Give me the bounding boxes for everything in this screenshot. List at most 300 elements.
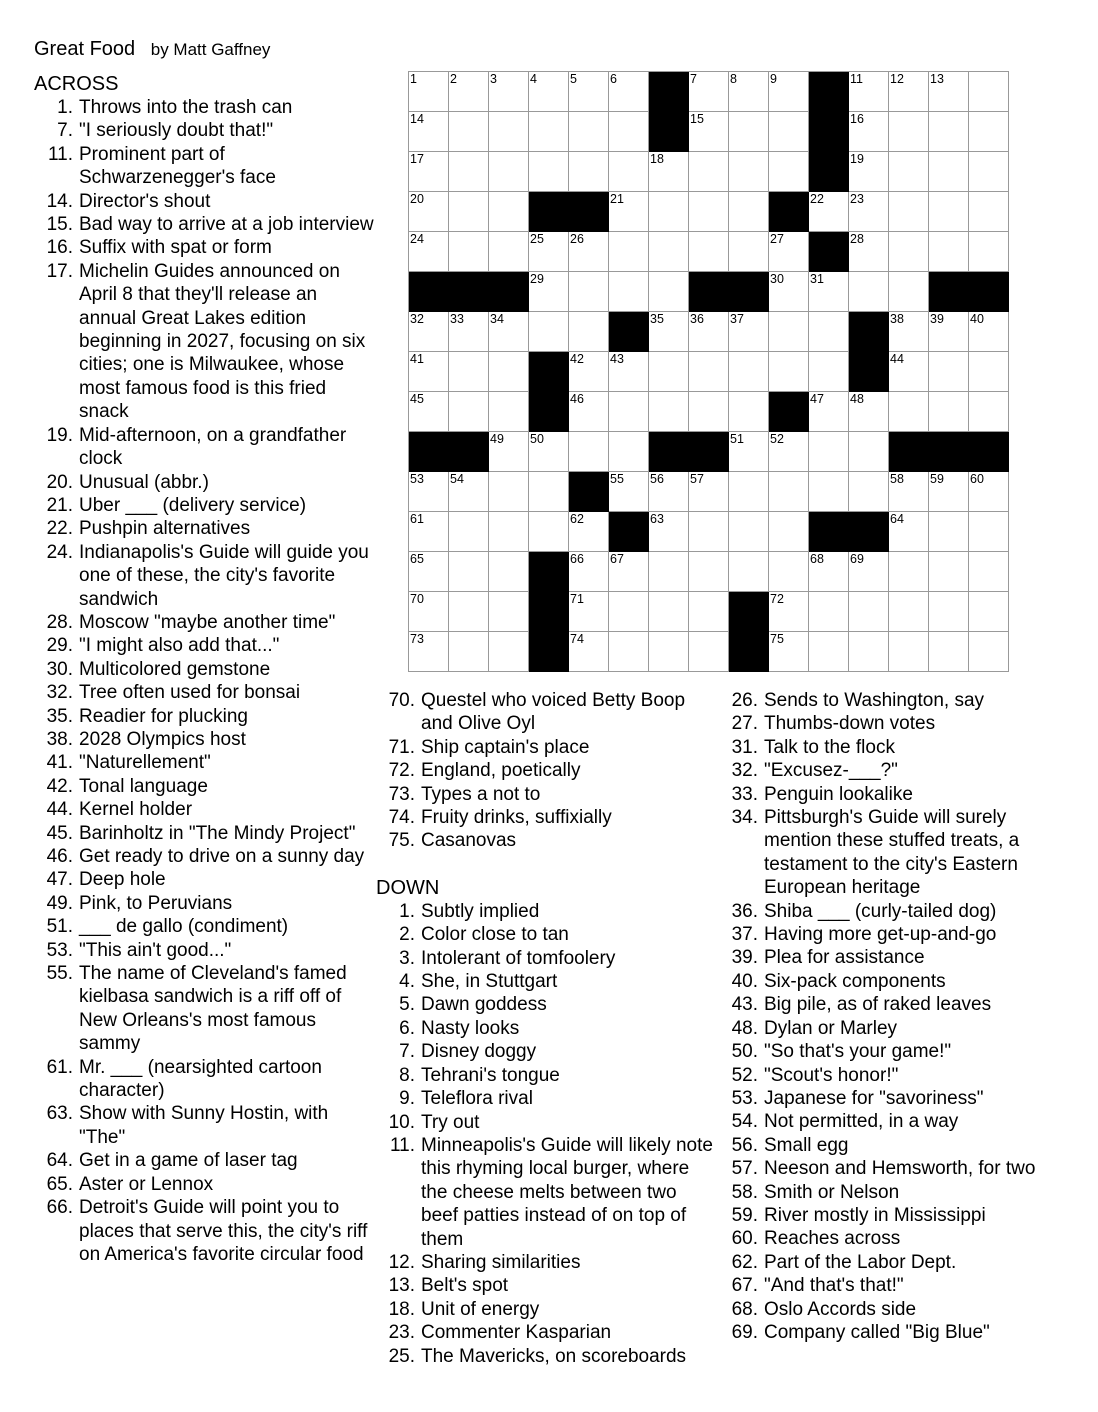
grid-cell[interactable] (849, 272, 889, 312)
grid-cell[interactable] (529, 472, 569, 512)
clue-text: Readier for plucking (79, 705, 248, 727)
clue-text: Pushpin alternatives (79, 518, 251, 540)
down-clue[interactable] (730, 923, 1060, 946)
grid-cell[interactable] (769, 352, 809, 392)
grid-cell[interactable] (849, 392, 889, 432)
grid-cell[interactable] (809, 272, 849, 312)
grid-cell[interactable] (889, 352, 929, 392)
grid-cell[interactable] (729, 72, 769, 112)
across-clue[interactable] (34, 190, 374, 213)
grid-cell[interactable] (649, 312, 689, 352)
across-clue[interactable] (34, 962, 374, 1056)
grid-cell[interactable] (969, 552, 1009, 592)
down-clue[interactable] (376, 923, 716, 946)
grid-cell[interactable] (889, 512, 929, 552)
grid-cell[interactable] (929, 392, 969, 432)
clue-text: Mid-afternoon, on a grandfather clock (79, 424, 347, 470)
across-clue[interactable] (34, 939, 374, 962)
down-clue[interactable] (730, 1017, 1060, 1040)
grid-cell[interactable] (889, 232, 929, 272)
grid-cell[interactable] (969, 392, 1009, 432)
grid-cell[interactable] (809, 312, 849, 352)
clue-number: 61. (46, 1056, 73, 1078)
across-clue[interactable] (34, 822, 374, 845)
grid-cell[interactable] (609, 592, 649, 632)
grid-cell[interactable] (689, 312, 729, 352)
grid-cell[interactable] (609, 112, 649, 152)
grid-cell[interactable] (889, 312, 929, 352)
grid-cell[interactable] (569, 392, 609, 432)
grid-cell[interactable] (609, 432, 649, 472)
grid-cell[interactable] (689, 192, 729, 232)
clue-number: 25. (388, 1345, 415, 1367)
down-clue[interactable] (730, 712, 1060, 735)
grid-cell[interactable] (729, 112, 769, 152)
grid-cell[interactable] (409, 512, 449, 552)
down-clue[interactable] (730, 759, 1060, 782)
grid-cell[interactable] (929, 312, 969, 352)
clue-number: 31. (731, 736, 758, 758)
across-clue[interactable] (34, 915, 374, 938)
grid-cell[interactable] (489, 232, 529, 272)
grid-cell[interactable] (889, 592, 929, 632)
cell-number: 36 (690, 312, 704, 326)
grid-cell[interactable] (729, 472, 769, 512)
across-clue[interactable] (376, 806, 716, 829)
grid-cell[interactable] (849, 552, 889, 592)
down-clue[interactable] (376, 947, 716, 970)
grid-cell[interactable] (929, 632, 969, 672)
grid-cell[interactable] (609, 232, 649, 272)
down-clue[interactable] (730, 1157, 1060, 1180)
grid-cell[interactable] (689, 392, 729, 432)
grid-cell[interactable] (409, 352, 449, 392)
grid-cell[interactable] (729, 552, 769, 592)
grid-cell[interactable] (929, 112, 969, 152)
down-clue[interactable] (730, 736, 1060, 759)
down-clue[interactable] (730, 806, 1060, 900)
grid-cell[interactable] (689, 552, 729, 592)
grid-cell[interactable] (929, 512, 969, 552)
down-clue[interactable] (376, 993, 716, 1016)
down-clue[interactable] (376, 1298, 716, 1321)
grid-cell[interactable] (729, 192, 769, 232)
grid-cell[interactable] (449, 552, 489, 592)
grid-cell[interactable] (889, 552, 929, 592)
grid-cell[interactable] (609, 152, 649, 192)
grid-cell[interactable] (809, 432, 849, 472)
down-clue[interactable] (730, 1227, 1060, 1250)
across-clue[interactable] (34, 798, 374, 821)
grid-cell[interactable] (769, 112, 809, 152)
grid-cell[interactable] (969, 192, 1009, 232)
clue-number: 59. (731, 1204, 758, 1226)
grid-cell[interactable] (689, 352, 729, 392)
across-clue[interactable] (34, 119, 374, 142)
down-clue[interactable] (376, 1040, 716, 1063)
grid-cell[interactable] (769, 232, 809, 272)
grid-cell[interactable] (609, 392, 649, 432)
down-clue[interactable] (376, 1111, 716, 1134)
down-clue[interactable] (730, 1134, 1060, 1157)
across-clue[interactable] (376, 689, 716, 736)
across-clue[interactable] (34, 611, 374, 634)
clue-text: Unusual (abbr.) (79, 471, 209, 493)
across-clue[interactable] (34, 681, 374, 704)
grid-cell[interactable] (969, 72, 1009, 112)
clue-text: Sends to Washington, say (764, 690, 985, 711)
grid-cell[interactable] (729, 232, 769, 272)
down-clue[interactable] (730, 1251, 1060, 1274)
grid-cell[interactable] (649, 392, 689, 432)
grid-cell[interactable] (609, 192, 649, 232)
grid-cell[interactable] (929, 232, 969, 272)
grid-cell[interactable] (529, 272, 569, 312)
down-clue[interactable] (730, 970, 1060, 993)
across-clue[interactable] (34, 1196, 374, 1266)
grid-cell[interactable] (929, 472, 969, 512)
grid-cell[interactable] (569, 272, 609, 312)
across-clue[interactable] (34, 775, 374, 798)
across-clue[interactable] (34, 1102, 374, 1149)
clue-number: 7. (57, 120, 73, 142)
clue-number: 69. (731, 1321, 758, 1343)
grid-cell[interactable] (849, 592, 889, 632)
down-clue[interactable] (376, 1345, 716, 1368)
grid-cell[interactable] (449, 312, 489, 352)
across-clue[interactable] (34, 424, 374, 471)
across-clue[interactable] (34, 143, 374, 190)
grid-cell[interactable] (449, 472, 489, 512)
grid-cell[interactable] (889, 632, 929, 672)
across-clue[interactable] (376, 759, 716, 782)
grid-cell[interactable] (769, 592, 809, 632)
grid-cell[interactable] (689, 512, 729, 552)
grid-cell[interactable] (649, 632, 689, 672)
clue-text: "I seriously doubt that!" (79, 120, 274, 142)
cell-number: 46 (570, 392, 584, 406)
grid-cell[interactable] (449, 152, 489, 192)
grid-cell[interactable] (569, 152, 609, 192)
grid-cell[interactable] (849, 232, 889, 272)
grid-cell[interactable] (969, 472, 1009, 512)
down-clue[interactable] (376, 900, 716, 923)
grid-cell[interactable] (569, 352, 609, 392)
clue-column-2 (376, 689, 716, 1368)
grid-cell[interactable] (489, 392, 529, 432)
grid-cell[interactable] (689, 472, 729, 512)
grid-cell[interactable] (489, 112, 529, 152)
grid-cell[interactable] (569, 432, 609, 472)
grid-cell[interactable] (889, 112, 929, 152)
across-clue[interactable] (34, 751, 374, 774)
grid-cell[interactable] (609, 632, 649, 672)
grid-cell[interactable] (569, 112, 609, 152)
grid-cell[interactable] (729, 392, 769, 432)
across-clue[interactable] (34, 1173, 374, 1196)
grid-cell[interactable] (649, 232, 689, 272)
grid-cell[interactable] (609, 352, 649, 392)
across-clue[interactable] (376, 783, 716, 806)
grid-cell[interactable] (409, 72, 449, 112)
clue-number: 56. (731, 1134, 758, 1156)
grid-cell[interactable] (409, 192, 449, 232)
grid-cell[interactable] (489, 472, 529, 512)
across-clue[interactable] (34, 1056, 374, 1103)
grid-cell[interactable] (609, 552, 649, 592)
grid-cell[interactable] (729, 152, 769, 192)
grid-cell[interactable] (449, 72, 489, 112)
grid-cell[interactable] (449, 352, 489, 392)
grid-cell[interactable] (569, 312, 609, 352)
grid-cell[interactable] (489, 632, 529, 672)
clue-number: 30. (46, 658, 73, 680)
grid-cell[interactable] (729, 312, 769, 352)
across-clue[interactable] (376, 736, 716, 759)
down-clue[interactable] (730, 1204, 1060, 1227)
across-clue[interactable] (34, 658, 374, 681)
grid-cell[interactable] (929, 552, 969, 592)
grid-cell[interactable] (489, 192, 529, 232)
grid-cell[interactable] (649, 592, 689, 632)
across-clue[interactable] (34, 471, 374, 494)
grid-cell[interactable] (649, 152, 689, 192)
grid-cell[interactable] (569, 632, 609, 672)
grid-cell[interactable] (609, 72, 649, 112)
grid-cell[interactable] (409, 312, 449, 352)
grid-cell[interactable] (409, 152, 449, 192)
grid-cell[interactable] (729, 432, 769, 472)
grid-cell[interactable] (529, 232, 569, 272)
cell-number: 72 (770, 592, 784, 606)
grid-cell[interactable] (729, 512, 769, 552)
grid-cell[interactable] (769, 632, 809, 672)
down-clue[interactable] (730, 1321, 1060, 1344)
down-clue[interactable] (376, 1321, 716, 1344)
across-clue[interactable] (34, 494, 374, 517)
clue-text: Multicolored gemstone (79, 658, 271, 680)
grid-cell[interactable] (769, 312, 809, 352)
cell-number: 69 (850, 552, 864, 566)
grid-cell[interactable] (849, 152, 889, 192)
down-clue[interactable] (730, 1087, 1060, 1110)
down-clue[interactable] (730, 783, 1060, 806)
across-clue[interactable] (34, 892, 374, 915)
grid-cell[interactable] (809, 472, 849, 512)
grid-cell[interactable] (609, 472, 649, 512)
grid-cell[interactable] (929, 72, 969, 112)
grid-cell[interactable] (409, 592, 449, 632)
grid-cell[interactable] (569, 232, 609, 272)
grid-cell[interactable] (449, 112, 489, 152)
across-clue[interactable] (34, 705, 374, 728)
grid-cell[interactable] (889, 392, 929, 432)
grid-cell[interactable] (449, 592, 489, 632)
grid-cell[interactable] (409, 392, 449, 432)
grid-cell[interactable] (489, 512, 529, 552)
grid-cell[interactable] (569, 592, 609, 632)
grid-cell[interactable] (889, 152, 929, 192)
across-clue[interactable] (34, 213, 374, 236)
grid-cell[interactable] (689, 592, 729, 632)
down-clue[interactable] (730, 1274, 1060, 1297)
grid-cell[interactable] (889, 272, 929, 312)
grid-cell[interactable] (409, 472, 449, 512)
grid-cell[interactable] (849, 472, 889, 512)
down-clue[interactable] (730, 993, 1060, 1016)
clue-number: 42. (46, 775, 73, 797)
grid-cell[interactable] (849, 432, 889, 472)
grid-cell[interactable] (449, 392, 489, 432)
across-clue[interactable] (34, 868, 374, 891)
clue-text: Prominent part of Schwarzenegger's face (79, 143, 276, 189)
across-clue[interactable] (34, 96, 374, 119)
grid-cell[interactable] (409, 232, 449, 272)
down-clue[interactable] (376, 1017, 716, 1040)
grid-cell[interactable] (529, 512, 569, 552)
grid-cell[interactable] (889, 192, 929, 232)
grid-cell[interactable] (769, 512, 809, 552)
down-clue[interactable] (730, 1181, 1060, 1204)
grid-cell[interactable] (809, 552, 849, 592)
grid-cell[interactable] (529, 312, 569, 352)
down-clue[interactable] (730, 1298, 1060, 1321)
grid-cell[interactable] (929, 592, 969, 632)
cell-number: 31 (810, 272, 824, 286)
grid-cell[interactable] (529, 112, 569, 152)
grid-cell[interactable] (689, 72, 729, 112)
grid-cell[interactable] (769, 72, 809, 112)
down-clue[interactable] (730, 1064, 1060, 1087)
grid-cell[interactable] (409, 552, 449, 592)
grid-cell[interactable] (649, 272, 689, 312)
grid-cell[interactable] (969, 232, 1009, 272)
grid-cell[interactable] (449, 632, 489, 672)
grid-cell[interactable] (689, 232, 729, 272)
across-clue[interactable] (34, 634, 374, 657)
grid-cell[interactable] (409, 112, 449, 152)
clue-number: 17. (46, 260, 73, 282)
grid-cell[interactable] (809, 192, 849, 232)
grid-cell[interactable] (969, 592, 1009, 632)
grid-cell[interactable] (729, 352, 769, 392)
across-clue[interactable] (376, 829, 716, 852)
grid-cell[interactable] (969, 352, 1009, 392)
grid-cell[interactable] (489, 552, 529, 592)
across-clue[interactable] (34, 1149, 374, 1172)
grid-cell[interactable] (569, 512, 609, 552)
grid-cell[interactable] (969, 112, 1009, 152)
grid-cell[interactable] (809, 592, 849, 632)
grid-cell[interactable] (649, 552, 689, 592)
down-clue[interactable] (376, 1251, 716, 1274)
grid-cell[interactable] (489, 72, 529, 112)
grid-cell[interactable] (969, 632, 1009, 672)
clue-text: England, poetically (421, 760, 581, 782)
down-clue[interactable] (730, 689, 1060, 712)
grid-cell[interactable] (449, 232, 489, 272)
grid-cell[interactable] (649, 192, 689, 232)
grid-cell[interactable] (969, 512, 1009, 552)
grid-cell[interactable] (689, 632, 729, 672)
cell-number: 5 (570, 72, 577, 86)
down-clue[interactable] (376, 1274, 716, 1297)
grid-cell[interactable] (849, 192, 889, 232)
grid-cell[interactable] (849, 112, 889, 152)
grid-cell[interactable] (809, 352, 849, 392)
grid-cell[interactable] (449, 512, 489, 552)
grid-cell[interactable] (529, 72, 569, 112)
grid-cell[interactable] (489, 432, 529, 472)
down-clue[interactable] (376, 1087, 716, 1110)
grid-cell[interactable] (489, 352, 529, 392)
down-clue[interactable] (730, 1040, 1060, 1063)
down-clue[interactable] (376, 970, 716, 993)
across-clue[interactable] (34, 260, 374, 424)
grid-cell[interactable] (689, 112, 729, 152)
across-clue[interactable] (34, 236, 374, 259)
grid-cell[interactable] (529, 432, 569, 472)
grid-cell[interactable] (809, 392, 849, 432)
grid-cell[interactable] (889, 72, 929, 112)
grid-cell[interactable] (809, 632, 849, 672)
across-clue[interactable] (34, 541, 374, 611)
grid-cell[interactable] (929, 192, 969, 232)
grid-cell[interactable] (769, 552, 809, 592)
down-clue[interactable] (730, 1110, 1060, 1133)
clue-text: Commenter Kasparian (421, 1322, 612, 1344)
grid-cell[interactable] (649, 512, 689, 552)
grid-cell[interactable] (969, 152, 1009, 192)
grid-cell[interactable] (449, 192, 489, 232)
cell-number: 39 (930, 312, 944, 326)
grid-cell[interactable] (529, 152, 569, 192)
grid-cell[interactable] (409, 632, 449, 672)
down-clue[interactable] (376, 1064, 716, 1087)
across-clue[interactable] (34, 517, 374, 540)
grid-block (849, 512, 889, 552)
grid-cell[interactable] (689, 152, 729, 192)
grid-cell[interactable] (849, 632, 889, 672)
grid-cell[interactable] (769, 432, 809, 472)
across-clue[interactable] (34, 845, 374, 868)
grid-cell[interactable] (569, 72, 609, 112)
clue-number: 68. (731, 1298, 758, 1320)
grid-cell[interactable] (929, 152, 969, 192)
grid-cell[interactable] (489, 312, 529, 352)
grid-cell[interactable] (769, 152, 809, 192)
grid-cell[interactable] (849, 72, 889, 112)
clue-text: Plea for assistance (764, 947, 925, 969)
clue-text: Kernel holder (79, 799, 193, 821)
grid-cell[interactable] (929, 352, 969, 392)
down-clue[interactable] (730, 900, 1060, 923)
grid-cell[interactable] (489, 152, 529, 192)
grid-cell[interactable] (649, 472, 689, 512)
grid-cell[interactable] (969, 312, 1009, 352)
down-clue[interactable] (730, 946, 1060, 969)
down-clue[interactable] (376, 1134, 716, 1251)
grid-cell[interactable] (609, 272, 649, 312)
grid-cell[interactable] (569, 552, 609, 592)
crossword-grid[interactable] (408, 71, 1009, 672)
grid-cell[interactable] (489, 592, 529, 632)
grid-cell[interactable] (889, 472, 929, 512)
grid-cell[interactable] (769, 272, 809, 312)
across-clue[interactable] (34, 728, 374, 751)
grid-cell[interactable] (649, 352, 689, 392)
grid-cell[interactable] (769, 472, 809, 512)
